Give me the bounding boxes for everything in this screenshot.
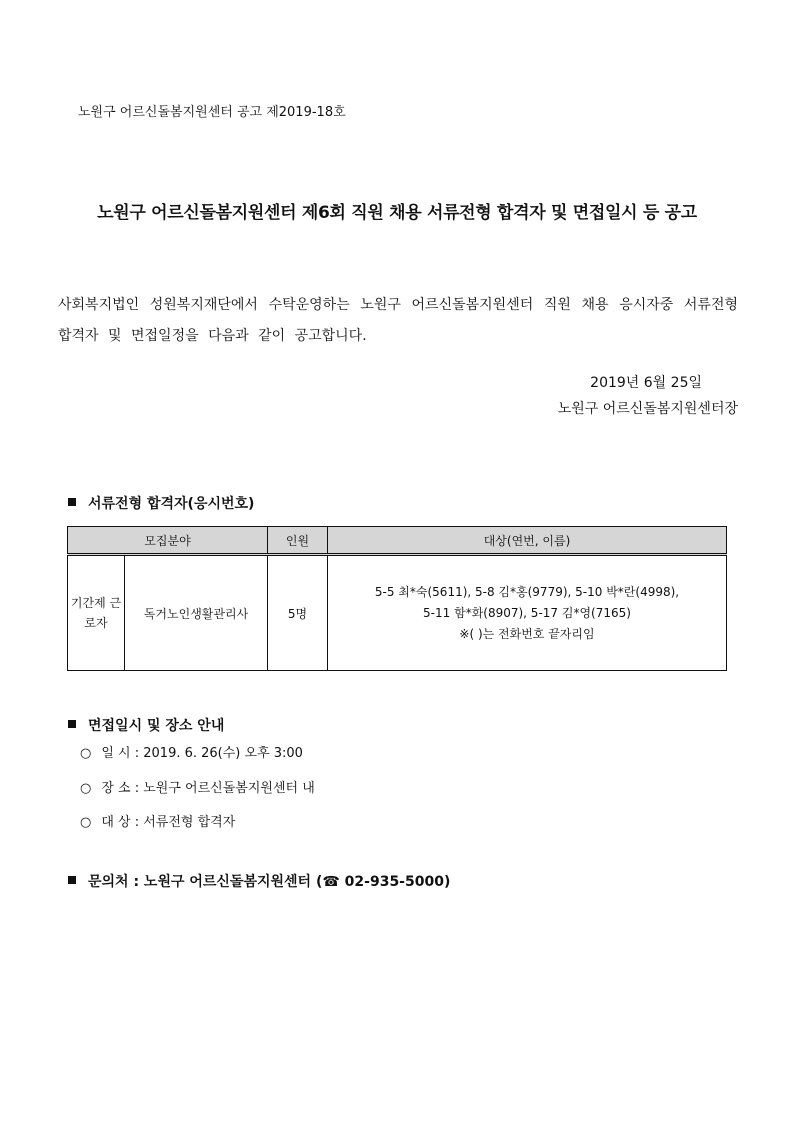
target-line: 5-5 최*숙(5611), 5-8 김*홍(9779), 5-10 박*란(4998), (374, 584, 680, 599)
item-value: 2019. 6. 26(수) 오후 3:00 (143, 746, 303, 761)
black-square-icon (68, 498, 76, 506)
interview-place: ○ 장 소 : 노원구 어르신돌봄지원센터 내 (80, 781, 315, 796)
section-heading-passers (68, 493, 254, 513)
issuer-name: 노원구 어르신돌봄지원센터장 (557, 401, 738, 417)
target-note: ※( )는 전화번호 끝자리임 (459, 626, 595, 641)
contact-info-text: 문의처 : 노원구 어르신돌봄지원센터 (☎ 02-935-5000) (88, 874, 451, 890)
circle-bullet-icon: ○ (80, 781, 92, 796)
item-label: 장 소 (101, 781, 131, 796)
item-value: 노원구 어르신돌봄지원센터 내 (143, 781, 315, 796)
notice-number: 노원구 어르신돌봄지원센터 공고 제2019-18호 (78, 105, 346, 120)
passers-table (67, 526, 727, 671)
header-count: 인원 (268, 527, 328, 555)
contact-info (68, 871, 450, 891)
header-targets: 대상(연번, 이름) (328, 527, 727, 555)
item-label: 일 시 (101, 746, 131, 761)
table-row (68, 555, 727, 671)
black-square-icon (68, 876, 76, 884)
document-title: 노원구 어르신돌봄지원센터 제6회 직원 채용 서류전형 합격자 및 면접일시 등 공고 (97, 203, 697, 223)
interview-target: ○ 대 상 : 서류전형 합격자 (80, 815, 236, 830)
cell-targets (328, 555, 727, 671)
section-heading-passers-text: 서류전형 합격자(응시번호) (88, 496, 255, 512)
item-label: 대 상 (101, 815, 131, 830)
black-square-icon (68, 720, 76, 728)
circle-bullet-icon: ○ (80, 746, 92, 761)
intro-paragraph: 사회복지법인 성원복지재단에서 수탁운영하는 노원구 어르신돌봄지원센터 직원 채용 응시자중 서류전형 합격자 및 면접일정을 다음과 같이 공고합니다. (58, 297, 738, 344)
cell-category: 기간제 근로자 (68, 555, 125, 671)
header-field: 모집분야 (68, 527, 268, 555)
table-header-row (68, 527, 727, 555)
target-line: 5-11 함*화(8907), 5-17 김*영(7165) (423, 605, 631, 620)
announcement-date: 2019년 6월 25일 (590, 375, 702, 391)
circle-bullet-icon: ○ (80, 815, 92, 830)
section-heading-interview-text: 면접일시 및 장소 안내 (88, 718, 225, 734)
cell-position: 독거노인생활관리사 (125, 555, 268, 671)
cell-count: 5명 (268, 555, 328, 671)
section-heading-interview (68, 715, 224, 735)
interview-datetime: ○ 일 시 : 2019. 6. 26(수) 오후 3:00 (80, 746, 303, 761)
item-value: 서류전형 합격자 (143, 815, 236, 830)
